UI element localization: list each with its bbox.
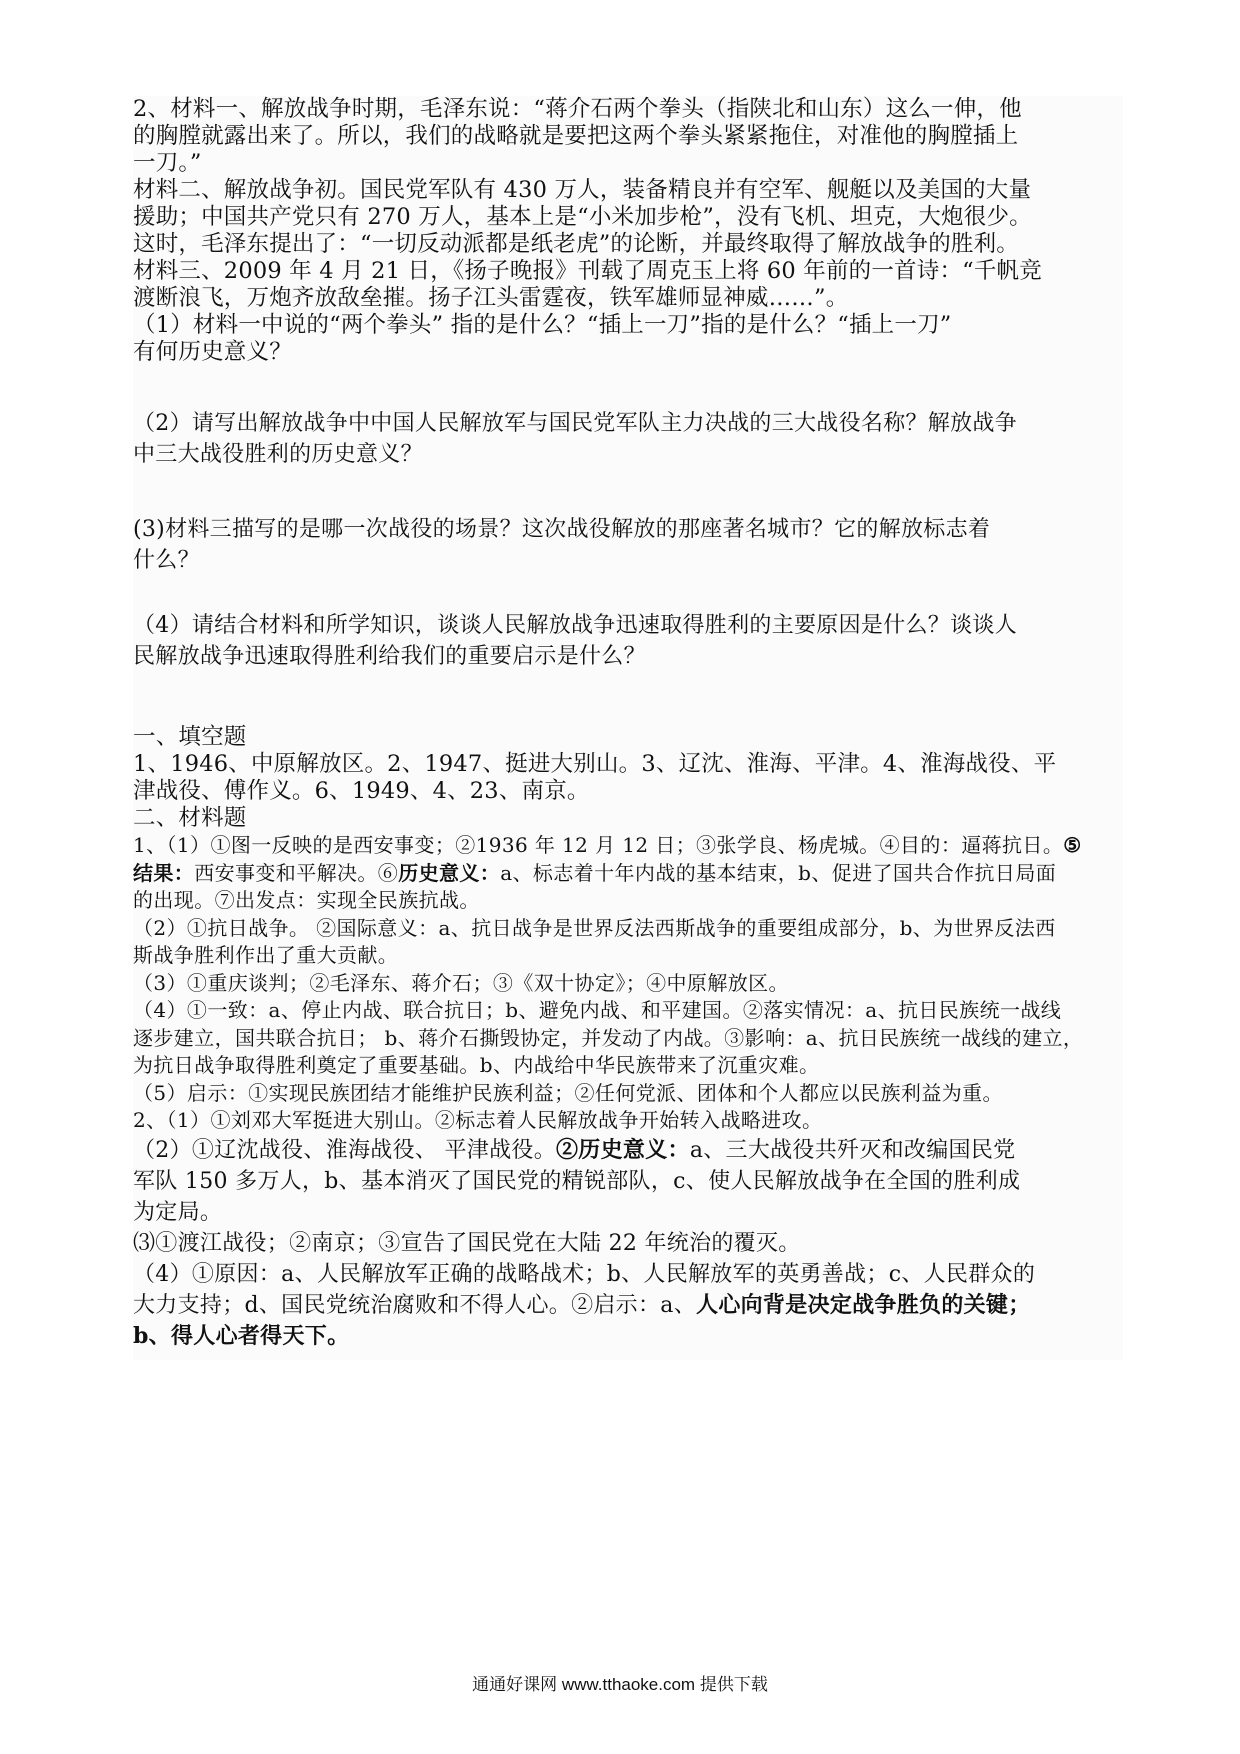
text-line: （5）启示：①实现民族团结才能维护民族利益；②任何党派、团体和个人都应以民族利益为重。 bbox=[133, 1080, 1003, 1105]
question-2 bbox=[133, 408, 1123, 470]
text-line: 为定局。 bbox=[133, 1199, 223, 1225]
text-line: 2、（1）①刘邓大军挺进大别山。②标志着人民解放战争开始转入战略进攻。 bbox=[133, 1108, 823, 1132]
bold-label: ②历史意义： bbox=[556, 1136, 690, 1163]
text-line: (3)材料三描写的是哪一次战役的场景？这次战役解放的那座著名城市？它的解放标志着 bbox=[133, 517, 991, 542]
text-line bbox=[133, 1290, 1123, 1321]
text-line: 的出现。⑦出发点：实现全民族抗战。 bbox=[133, 888, 480, 912]
text-line: ⑶①渡江战役；②南京；③宣告了国民党在大陆 22 年统治的覆灭。 bbox=[133, 1230, 801, 1256]
text-line: 军队 150 多万人，b、基本消灭了国民党的精锐部队，c、使人民解放战争在全国的胜利成 bbox=[133, 1168, 1021, 1194]
text-line: 一刀。” bbox=[133, 150, 202, 176]
text-line: 材料二、解放战争初。国民党军队有 430 万人，装备精良并有空军、舰艇以及美国的大量 bbox=[133, 177, 1032, 203]
text-line: 有何历史意义？ bbox=[133, 339, 292, 365]
text-span: a、三大战役共歼灭和改编国民党 bbox=[689, 1137, 1016, 1163]
text-line: （4）请结合材料和所学知识，谈谈人民解放战争迅速取得胜利的主要原因是什么？谈谈人 bbox=[133, 613, 1017, 638]
material-block bbox=[133, 96, 1123, 312]
text-line: 中三大战役胜利的历史意义？ bbox=[133, 442, 423, 467]
page-footer: 通通好课网 www.tthaoke.com 提供下载 bbox=[472, 1675, 768, 1694]
text-line: （4）①一致：a、停止内战、联合抗日；b、避免内战、和平建国。②落实情况：a、抗日民族统一战线 bbox=[133, 998, 1062, 1022]
text-line: 斯战争胜利作出了重大贡献。 bbox=[133, 943, 399, 967]
text-line: 为抗日战争取得胜利奠定了重要基础。b、内战给中华民族带来了沉重灾难。 bbox=[133, 1053, 820, 1077]
text-line: 2、材料一、解放战争时期，毛泽东说：“蒋介石两个拳头（指陕北和山东）这么一伸，他 bbox=[133, 96, 1022, 122]
text-line: 民解放战争迅速取得胜利给我们的重要启示是什么？ bbox=[133, 644, 646, 669]
text-line: 这时，毛泽东提出了：“一切反动派都是纸老虎”的论断，并最终取得了解放战争的胜利。 bbox=[133, 231, 1020, 257]
text-line: （4）①原因：a、人民解放军正确的战略战术；b、人民解放军的英勇善战；c、人民群众的 bbox=[133, 1261, 1036, 1287]
text-line: 逐步建立，国共联合抗日； b、蒋介石撕毁协定，并发动了内战。③影响：a、抗日民族统一战线的建立， bbox=[133, 1025, 1084, 1050]
text-span: 1、（1）①图一反映的是西安事变；②1936 年 12 月 12 日；③张学良、杨虎城。④目的：逼蒋抗日。 bbox=[133, 833, 1064, 857]
text-line: 援助；中国共产党只有 270 万人，基本上是“小米加步枪”，没有飞机、坦克，大炮很少。 bbox=[133, 204, 1032, 230]
section-heading: 二、材料题 bbox=[133, 805, 247, 831]
text-span: （2）①辽沈战役、淮海战役、 平津战役。 bbox=[133, 1137, 556, 1163]
text-line: （2）①抗日战争。 ②国际意义：a、抗日战争是世界反法西斯战争的重要组成部分，b、为世界反法西 bbox=[133, 915, 1056, 940]
answers-section bbox=[133, 724, 1123, 1352]
text-line: 什么？ bbox=[133, 548, 200, 573]
text-line: （2）请写出解放战争中中国人民解放军与国民党军队主力决战的三大战役名称？解放战争 bbox=[133, 411, 1017, 436]
text-line: 1、1946、中原解放区。2、1947、挺进大别山。3、辽沈、淮海、平津。4、淮海战役、平 bbox=[133, 751, 1057, 777]
bold-label: 人心向背是决定战争胜负的关键； bbox=[696, 1291, 1031, 1318]
section-heading: 一、填空题 bbox=[133, 724, 247, 750]
text-line: 材料三、2009 年 4 月 21 日，《扬子晚报》刊载了周克玉上将 60 年前的一首诗：“千帆竞 bbox=[133, 258, 1042, 284]
text-line: 渡断浪飞，万炮齐放敌垒摧。扬子江头雷霆夜，铁军雄师显神威……”。 bbox=[133, 285, 849, 311]
text-line: （1）材料一中说的“两个拳头” 指的是什么？“插上一刀”指的是什么？“插上一刀” bbox=[133, 312, 952, 338]
text-span: 大力支持；d、国民党统治腐败和不得人心。②启示：a、 bbox=[133, 1292, 697, 1318]
text-line: 津战役、傅作义。6、1949、4、23、南京。 bbox=[133, 778, 590, 804]
text-span: a、标志着十年内战的基本结束，b、促进了国共合作抗日局面 bbox=[500, 860, 1057, 885]
text-span: 西安事变和平解决。⑥ bbox=[194, 860, 399, 885]
text-span: ⑤ bbox=[1063, 833, 1082, 857]
document-content bbox=[133, 96, 1123, 1360]
question-4 bbox=[133, 610, 1123, 672]
text-line bbox=[133, 832, 1123, 860]
text-line: （3）①重庆谈判；②毛泽东、蒋介石；③《双十协定》；④中原解放区。 bbox=[133, 970, 789, 995]
question-1 bbox=[133, 312, 1123, 366]
bold-label: 结果： bbox=[133, 860, 195, 885]
text-line: b、得人心者得天下。 bbox=[133, 1322, 350, 1349]
bold-label: 历史意义： bbox=[398, 860, 501, 885]
question-3 bbox=[133, 514, 1123, 576]
text-line: 的胸膛就露出来了。所以，我们的战略就是要把这两个拳头紧紧拖住，对准他的胸膛插上 bbox=[133, 123, 1019, 149]
text-line bbox=[133, 1135, 1123, 1166]
text-line bbox=[133, 860, 1123, 888]
